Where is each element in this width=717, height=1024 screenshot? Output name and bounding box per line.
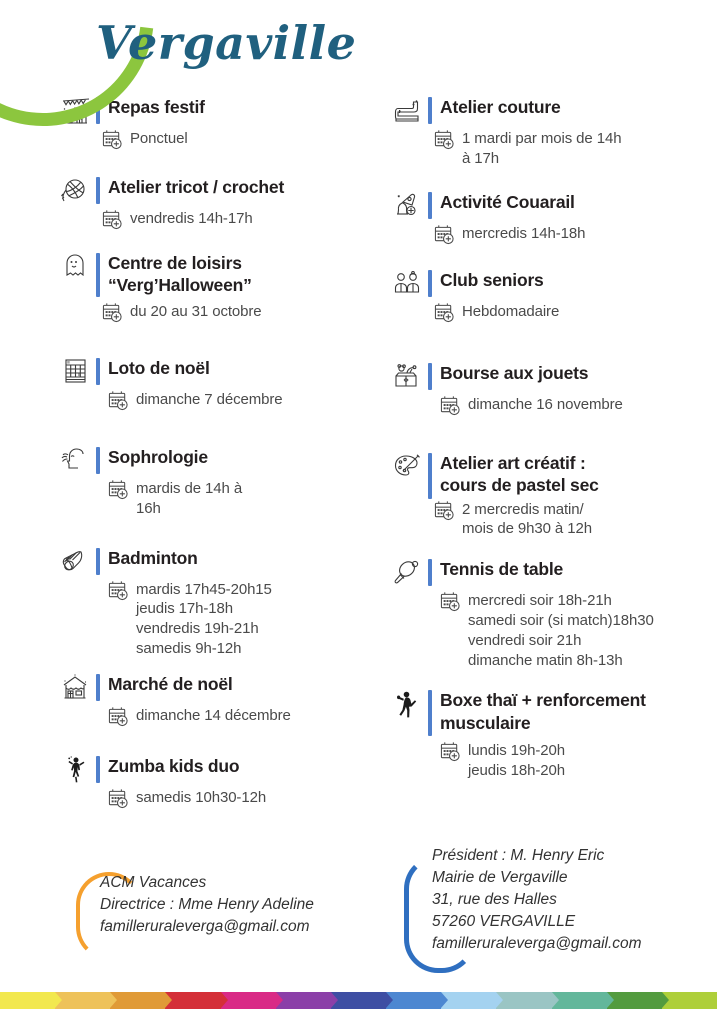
- activity-entry: [60, 672, 390, 728]
- color-bar-segment: [0, 992, 55, 1009]
- yarn-ball-knitting-icon: [60, 176, 92, 206]
- color-bar-segment: [496, 992, 551, 1009]
- activity-title-line: Centre de loisirs: [108, 253, 242, 273]
- market-stall-icon: [60, 673, 92, 703]
- page-title: Vergaville: [96, 16, 357, 70]
- schedule-row: [392, 740, 717, 781]
- breathing-head-icon: [60, 446, 92, 476]
- activity-entry: [60, 356, 390, 412]
- schedule-line: lundis 19h-20h: [468, 742, 566, 760]
- activity-header: [60, 251, 390, 299]
- color-bar-segment: [607, 992, 662, 1009]
- activity-title-line: Atelier art créatif :: [440, 452, 586, 473]
- activity-title: Activité Couarail: [440, 191, 575, 212]
- calendar-plus-icon: [108, 390, 130, 412]
- schedule-line: jeudis 17h-18h: [136, 600, 234, 618]
- schedule-line: mardis de 14h à: [136, 480, 243, 497]
- activity-title-line: cours de pastel sec: [440, 474, 599, 495]
- footer-line-email: familleruraleverga@gmail.com: [100, 918, 310, 935]
- footer-line: Mairie de Vergaville: [432, 869, 568, 886]
- calendar-plus-icon: [434, 302, 456, 324]
- schedule-row: [392, 301, 717, 324]
- accent-bar: [96, 674, 100, 701]
- accent-bar: [96, 177, 100, 204]
- activity-title: [108, 251, 252, 297]
- activity-title: Bourse aux jouets: [440, 362, 589, 383]
- schedule-row: [60, 389, 390, 412]
- schedule-lines: [136, 478, 242, 519]
- activity-entry: [392, 688, 717, 781]
- schedule-row: [60, 705, 390, 728]
- activity-entry: [60, 251, 390, 324]
- schedule-line: Hebdomadaire: [462, 302, 560, 320]
- activity-header: [392, 268, 717, 299]
- left-column: [60, 95, 390, 823]
- activity-header: [60, 356, 390, 387]
- footer-line: Directrice : Mme Henry Adeline: [100, 896, 314, 913]
- schedule-lines: [462, 223, 585, 244]
- footer-line: 31, rue des Halles: [432, 891, 557, 908]
- activity-header: [392, 95, 717, 126]
- schedule-line: mercredi soir 18h-21h: [468, 592, 612, 610]
- activity-header: [60, 445, 390, 476]
- schedule-lines: [462, 499, 592, 540]
- schedule-line: vendredis 19h-21h: [136, 620, 259, 638]
- calendar-plus-icon: [108, 706, 130, 728]
- schedule-line: dimanche 7 décembre: [136, 391, 283, 408]
- schedule-lines: [136, 787, 266, 808]
- schedule-row: [60, 787, 390, 810]
- activity-entry: [60, 754, 390, 810]
- schedule-row: [60, 208, 390, 231]
- activity-entry: [392, 361, 717, 417]
- dancer-icon: [60, 755, 92, 785]
- accent-bar: [96, 548, 100, 575]
- footer-right-text: [408, 845, 708, 955]
- calendar-plus-icon: [434, 129, 456, 151]
- schedule-row: [60, 301, 390, 324]
- accent-bar: [96, 447, 100, 474]
- color-bar-segment: [55, 992, 110, 1009]
- schedule-lines: [136, 389, 283, 410]
- calendar-plus-icon: [440, 395, 462, 417]
- schedule-lines: [130, 208, 253, 229]
- bingo-card-icon: [60, 357, 92, 387]
- activity-entry: [392, 268, 717, 324]
- schedule-row: [392, 394, 717, 417]
- accent-bar: [428, 270, 432, 297]
- calendar-plus-icon: [108, 580, 130, 602]
- calendar-plus-icon: [102, 209, 124, 231]
- activity-title: Marché de noël: [108, 673, 233, 694]
- schedule-row: [392, 128, 717, 169]
- schedule-row: [60, 478, 390, 519]
- schedule-row: [392, 223, 717, 246]
- footer-president-contact: [408, 845, 708, 955]
- activity-title-line: Boxe thaï + renforcement: [440, 690, 646, 711]
- activity-title: [440, 688, 646, 734]
- activity-title: [440, 451, 599, 497]
- schedule-line: samedi soir (si match)18h30: [468, 611, 654, 629]
- calendar-plus-icon: [108, 788, 130, 810]
- activity-title: Zumba kids duo: [108, 755, 240, 776]
- activity-header: [60, 175, 390, 206]
- activity-header: [392, 451, 717, 501]
- activity-header: [392, 361, 717, 392]
- activity-title: Atelier couture: [440, 97, 561, 117]
- color-bar-segment: [110, 992, 165, 1009]
- schedule-row: [60, 128, 390, 151]
- schedule-line: samedis 9h-12h: [136, 639, 242, 657]
- schedule-row: [392, 499, 717, 540]
- color-bar-segment: [386, 992, 441, 1009]
- schedule-lines: [136, 705, 291, 726]
- schedule-line: dimanche 16 novembre: [468, 395, 623, 413]
- footer-line: Président : M. Henry Eric: [432, 847, 605, 864]
- toy-box-icon: [392, 362, 424, 392]
- activity-entry: [60, 175, 390, 231]
- color-bar-segment: [662, 992, 717, 1009]
- schedule-lines: [130, 128, 188, 149]
- footer-line-email: familleruraleverga@gmail.com: [432, 935, 642, 952]
- schedule-line: Ponctuel: [130, 130, 188, 147]
- activity-entry: [392, 95, 717, 169]
- schedule-lines: [468, 394, 623, 415]
- accent-bar: [428, 453, 432, 499]
- color-bar-segment: [552, 992, 607, 1009]
- activity-title: Club seniors: [440, 269, 544, 290]
- schedule-lines: [468, 590, 654, 670]
- calendar-plus-icon: [434, 500, 456, 522]
- schedule-lines: [130, 301, 262, 322]
- activity-header: [392, 688, 717, 738]
- accent-bar: [96, 253, 100, 297]
- color-bar-segment: [165, 992, 220, 1009]
- activity-title: Repas festif: [108, 97, 205, 117]
- activity-title: Badminton: [108, 547, 198, 568]
- bottom-color-bar: [0, 992, 717, 1009]
- calendar-plus-icon: [102, 302, 124, 324]
- accent-bar: [428, 192, 432, 219]
- schedule-lines: [468, 740, 565, 781]
- ping-pong-paddle-icon: [392, 558, 424, 588]
- activity-header: [60, 672, 390, 703]
- activity-header: [60, 546, 390, 577]
- calendar-plus-icon: [440, 591, 462, 613]
- color-bar-segment: [221, 992, 276, 1009]
- activity-title: Loto de noël: [108, 358, 210, 378]
- activity-title: Atelier tricot / crochet: [108, 177, 285, 197]
- schedule-lines: [462, 301, 559, 322]
- schedule-line: jeudis 18h-20h: [468, 762, 566, 780]
- schedule-line: mercredis 14h-18h: [462, 224, 586, 242]
- activity-entry: [60, 445, 390, 519]
- footer-line: 57260 VERGAVILLE: [432, 913, 576, 930]
- sewing-machine-icon: [392, 96, 424, 126]
- activity-header: [392, 557, 717, 588]
- couarail-icon: [392, 191, 424, 221]
- accent-bar: [428, 97, 432, 124]
- activity-entry: [60, 546, 390, 659]
- calendar-plus-icon: [434, 224, 456, 246]
- accent-bar: [96, 756, 100, 783]
- accent-bar: [428, 559, 432, 586]
- activity-entry: [392, 451, 717, 540]
- activity-title: Sophrologie: [108, 447, 208, 467]
- schedule-row: [392, 590, 717, 670]
- color-bar-segment: [441, 992, 496, 1009]
- schedule-line: 1 mardi par mois de 14h: [462, 130, 622, 147]
- schedule-lines: [462, 128, 621, 169]
- footer-left-text: [76, 872, 376, 938]
- schedule-line: mois de 9h30 à 12h: [462, 520, 592, 538]
- schedule-row: [60, 579, 390, 659]
- color-bar-segment: [331, 992, 386, 1009]
- shuttlecock-icon: [60, 547, 92, 577]
- schedule-line: 16h: [136, 499, 161, 517]
- schedule-lines: [136, 579, 272, 659]
- schedule-line: vendredis 14h-17h: [130, 210, 253, 227]
- activity-entry: [392, 190, 717, 246]
- activity-entry: [392, 557, 717, 670]
- kickboxer-icon: [392, 689, 424, 719]
- activity-title-line: “Verg’Halloween”: [108, 275, 252, 296]
- color-bar-segment: [276, 992, 331, 1009]
- footer-line: ACM Vacances: [100, 874, 207, 891]
- schedule-line: dimanche 14 décembre: [136, 706, 291, 724]
- seniors-couple-icon: [392, 269, 424, 299]
- activity-header: [60, 754, 390, 785]
- activity-header: [392, 190, 717, 221]
- schedule-line: 2 mercredis matin/: [462, 500, 584, 518]
- paint-palette-icon: [392, 452, 424, 482]
- accent-bar: [428, 363, 432, 390]
- schedule-line: dimanche matin 8h-13h: [468, 651, 623, 669]
- activity-title-line: musculaire: [440, 712, 531, 733]
- right-column: [392, 95, 717, 794]
- calendar-plus-icon: [108, 479, 130, 501]
- accent-bar: [96, 358, 100, 385]
- schedule-line: du 20 au 31 octobre: [130, 303, 262, 320]
- ghost-icon: [60, 252, 92, 282]
- activity-title: Tennis de table: [440, 559, 564, 580]
- accent-bar: [428, 690, 432, 736]
- calendar-plus-icon: [440, 741, 462, 763]
- footer-acm-vacances: [76, 872, 376, 938]
- schedule-line: mardis 17h45-20h15: [136, 580, 272, 598]
- schedule-line: vendredi soir 21h: [468, 631, 582, 649]
- schedule-line: à 17h: [462, 149, 500, 167]
- schedule-line: samedis 10h30-12h: [136, 788, 267, 806]
- calendar-plus-icon: [102, 129, 124, 151]
